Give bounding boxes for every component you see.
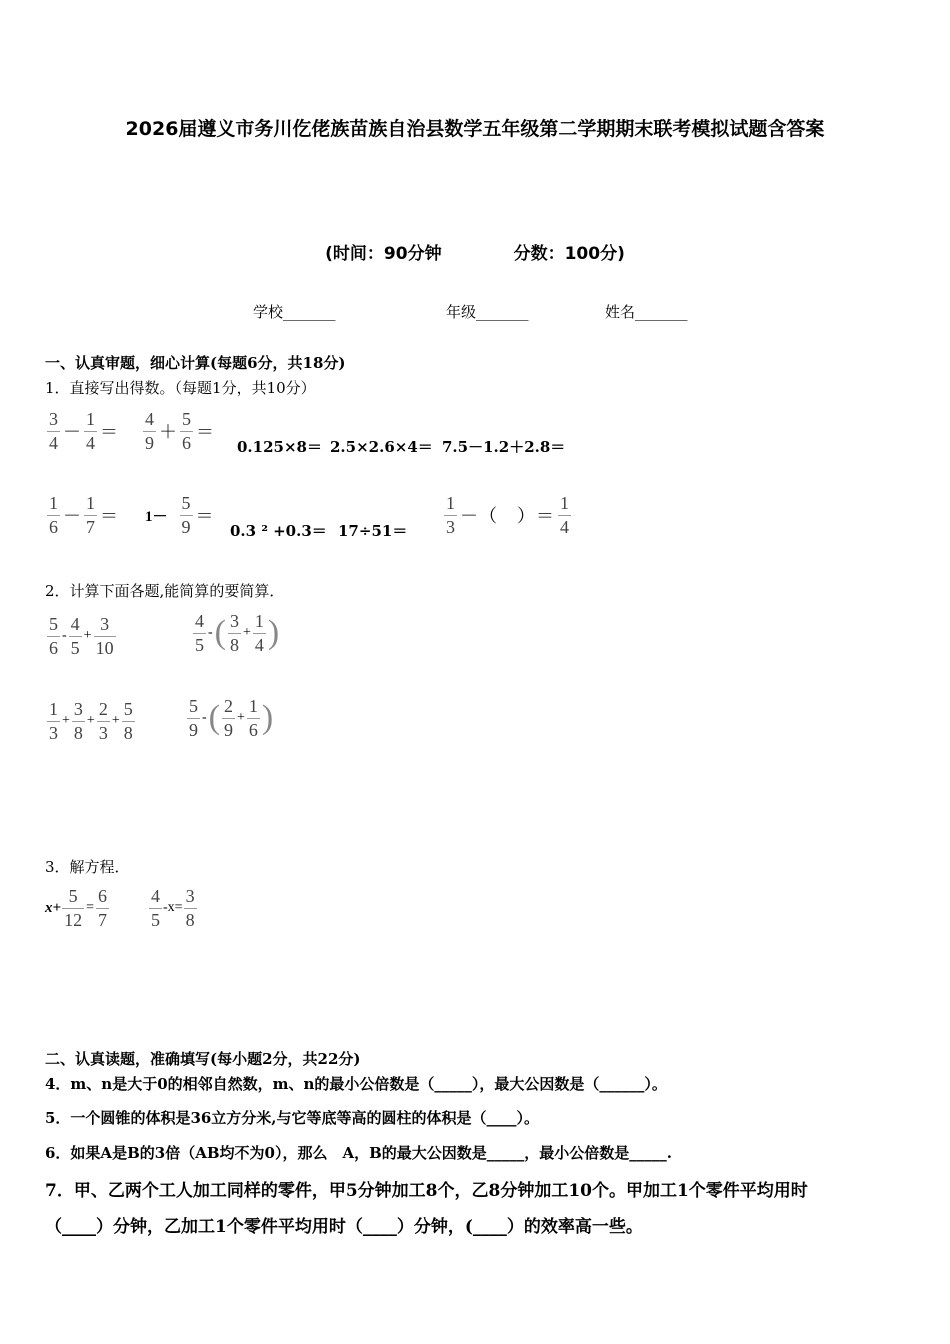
fraction: $\frac{4}{9}$ [145, 409, 154, 453]
grade-field: 年级_______ [446, 303, 529, 321]
q5-text: 5．一个圆锥的体积是36立方分米,与它等底等高的圆柱的体积是（____）。 [45, 1109, 540, 1127]
fraction: $\frac{5}{12}$ [64, 886, 83, 930]
q3-label: 3．解方程． [45, 858, 130, 876]
fraction: $\frac{3}{8}$ [185, 886, 195, 930]
q1-label: 1．直接写出得数。（每题1分，共10分） [45, 379, 316, 397]
section2-heading: 二、认真读题，准确填写(每小题2分，共22分) [45, 1050, 361, 1068]
fraction: $\frac{1}{4}$ [254, 611, 264, 655]
q2-expr-4: $\frac{5}{9}$ - ( $\frac{2}{9}$ + $\frac{1}{6}$ ) [189, 696, 274, 740]
fraction: $\frac{1}{4}$ [86, 409, 95, 453]
page-title: 2026届遵义市务川仡佬族苗族自治县数学五年级第二学期期末联考模拟试题含答案 [125, 118, 825, 140]
q1-item-8: 0.3 ² +0.3＝ [230, 522, 327, 540]
fraction: $\frac{3}{10}$ [95, 614, 114, 658]
fraction: $\frac{1}{4}$ [560, 493, 569, 537]
q7-line2: （____）分钟，乙加工1个零件平均用时（____）分钟，(____）的效率高一些。 [45, 1217, 643, 1237]
q2-expr-2: $\frac{4}{5}$ - ( $\frac{3}{8}$ + $\frac{1}{4}$ ) [195, 611, 280, 655]
fraction: $\frac{4}{5}$ [195, 611, 204, 655]
q2-expr-3: $\frac{1}{3}$ + $\frac{3}{8}$ + $\frac{2}{3}$ + $\frac{5}{8}$ [49, 699, 133, 743]
q4-text: 4．m、n是大于0的相邻自然数，m、n的最小公倍数是（_____），最大公因数是（______）。 [45, 1075, 667, 1093]
fraction: $\frac{1}{6}$ [49, 493, 58, 537]
fraction: $\frac{5}{6}$ [49, 614, 58, 658]
q1-item-7: 1－ $\frac{5}{9}$ ＝ [145, 493, 214, 537]
q1-item-10: $\frac{1}{3}$ －（ ）＝ $\frac{1}{4}$ [446, 493, 569, 537]
fraction: $\frac{1}{3}$ [446, 493, 455, 537]
q2-label: 2．计算下面各题,能简算的要简算． [45, 582, 285, 600]
name-field: 姓名_______ [605, 303, 688, 321]
fraction: $\frac{5}{8}$ [123, 699, 133, 743]
q1-item-6: $\frac{1}{6}$ － $\frac{1}{7}$ ＝ [49, 493, 118, 537]
fraction: $\frac{4}{5}$ [70, 614, 80, 658]
fraction: $\frac{1}{3}$ [49, 699, 58, 743]
q1-item-4: 2.5×2.6×4＝ [330, 438, 433, 456]
section1-heading: 一、认真审题，细心计算(每题6分，共18分) [45, 354, 346, 372]
q3-equation-2: $\frac{4}{5}$ -x= $\frac{3}{8}$ [151, 886, 195, 930]
fraction: $\frac{5}{9}$ [189, 696, 198, 740]
q1-item-5: 7.5－1.2＋2.8＝ [442, 438, 566, 456]
fraction: $\frac{4}{5}$ [151, 886, 160, 930]
fraction: $\frac{6}{7}$ [97, 886, 107, 930]
fraction: $\frac{5}{6}$ [182, 409, 191, 453]
exam-time: (时间：90分钟 [325, 244, 442, 264]
q7-line1: 7．甲、乙两个工人加工同样的零件，甲5分钟加工8个，乙8分钟加工10个。甲加工1个零件平均用时 [45, 1181, 808, 1201]
q3-equation-1: x+ $\frac{5}{12}$ = $\frac{6}{7}$ [45, 886, 107, 930]
school-field: 学校_______ [253, 303, 336, 321]
fraction: $\frac{1}{7}$ [86, 493, 95, 537]
fraction: $\frac{2}{9}$ [224, 696, 233, 740]
fraction: $\frac{5}{9}$ [181, 493, 191, 537]
fraction: $\frac{2}{3}$ [98, 699, 108, 743]
fraction: $\frac{3}{8}$ [73, 699, 83, 743]
q1-item-3: 0.125×8＝ [237, 438, 322, 456]
fraction: $\frac{1}{6}$ [248, 696, 258, 740]
q2-expr-1: $\frac{5}{6}$ - $\frac{4}{5}$ + $\frac{3}{10}$ [49, 614, 114, 658]
q6-text: 6．如果A是B的3倍（AB均不为0），那么 A，B的最大公因数是_____，最小公倍数是_____. [45, 1144, 672, 1162]
q1-item-1: $\frac{3}{4}$ － $\frac{1}{4}$ ＝ [49, 409, 118, 453]
fraction: $\frac{3}{8}$ [230, 611, 239, 655]
exam-meta [0, 239, 950, 264]
fraction: $\frac{3}{4}$ [49, 409, 58, 453]
exam-score: 分数：100分) [513, 244, 625, 264]
q1-item-2: $\frac{4}{9}$ ＋ $\frac{5}{6}$ ＝ [145, 409, 214, 453]
q1-item-9: 17÷51＝ [338, 522, 408, 540]
